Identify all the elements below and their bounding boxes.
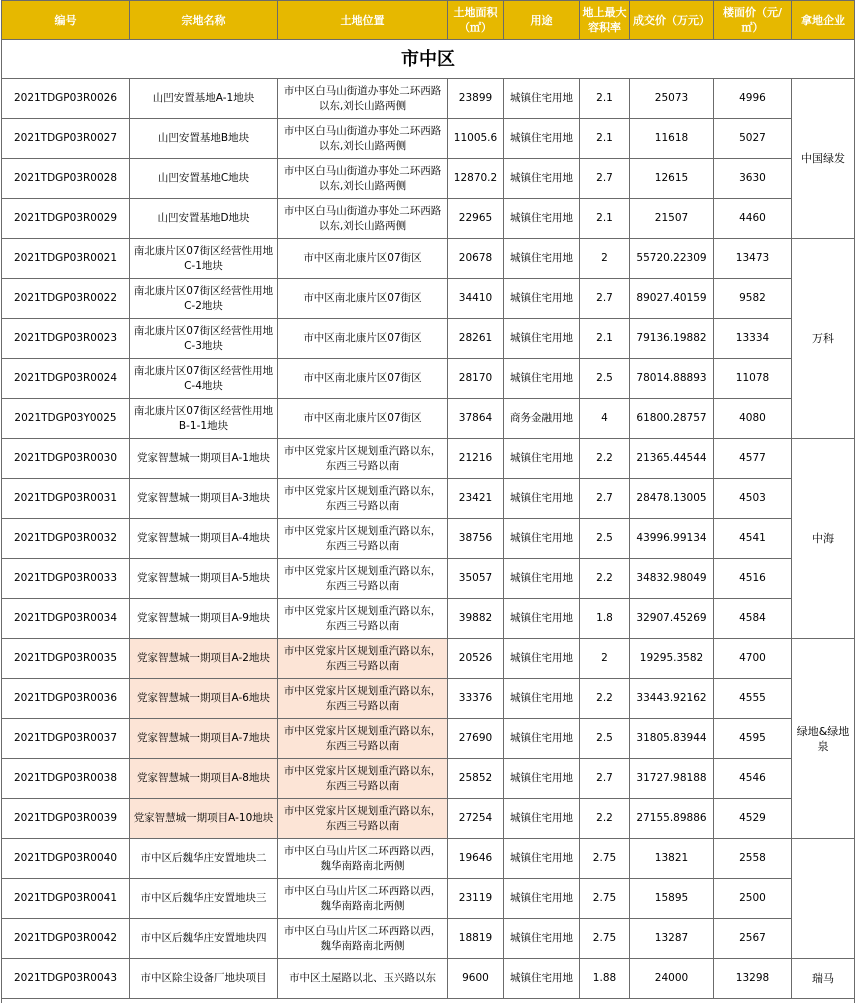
cell-floor-price: 4584 bbox=[714, 599, 792, 639]
cell-location: 市中区南北康片区07街区 bbox=[278, 239, 448, 279]
cell-location: 市中区白马山片区二环西路以西，魏华南路南北两侧 bbox=[278, 839, 448, 879]
cell-area: 28261 bbox=[448, 319, 504, 359]
cell-location: 市中区党家片区规划重汽路以东，东西三号路以南 bbox=[278, 559, 448, 599]
table-row bbox=[2, 319, 855, 359]
cell-id: 2021TDGP03R0042 bbox=[2, 919, 130, 959]
cell-location: 市中区党家片区规划重汽路以东，东西三号路以南 bbox=[278, 679, 448, 719]
cell-id: 2021TDGP03R0021 bbox=[2, 239, 130, 279]
cell-location: 市中区南北康片区07街区 bbox=[278, 319, 448, 359]
cell-area: 20678 bbox=[448, 239, 504, 279]
cell-use: 城镇住宅用地 bbox=[504, 799, 580, 839]
table-row bbox=[2, 919, 855, 959]
header-floor-price: 楼面价（元/㎡） bbox=[714, 1, 792, 40]
cell-area: 11005.6 bbox=[448, 119, 504, 159]
cell-floor-price: 4595 bbox=[714, 719, 792, 759]
table-row bbox=[2, 639, 855, 679]
cell-company: 万科 bbox=[792, 239, 855, 439]
cell-far: 2.7 bbox=[580, 279, 630, 319]
cell-name: 党家智慧城一期项目A-1地块 bbox=[130, 439, 278, 479]
cell-price: 33443.92162 bbox=[630, 679, 714, 719]
cell-floor-price: 2558 bbox=[714, 839, 792, 879]
table-row bbox=[2, 719, 855, 759]
cell-id: 2021TDGP03R0023 bbox=[2, 319, 130, 359]
cell-use: 城镇住宅用地 bbox=[504, 759, 580, 799]
cell-floor-price: 13473 bbox=[714, 239, 792, 279]
cell-name: 党家智慧城一期项目A-4地块 bbox=[130, 519, 278, 559]
cell-floor-price: 4700 bbox=[714, 639, 792, 679]
cell-id: 2021TDGP03R0024 bbox=[2, 359, 130, 399]
cell-area: 28170 bbox=[448, 359, 504, 399]
cell-use: 城镇住宅用地 bbox=[504, 239, 580, 279]
land-transaction-table bbox=[1, 0, 855, 1003]
header-price: 成交价（万元） bbox=[630, 1, 714, 40]
table-row bbox=[2, 879, 855, 919]
table-row bbox=[2, 239, 855, 279]
cell-id: 2021TDGP03R0032 bbox=[2, 519, 130, 559]
header-use: 用途 bbox=[504, 1, 580, 40]
cell-floor-price: 2567 bbox=[714, 919, 792, 959]
cell-far: 2.75 bbox=[580, 919, 630, 959]
table-row bbox=[2, 559, 855, 599]
cell-price: 15895 bbox=[630, 879, 714, 919]
cell-area: 39882 bbox=[448, 599, 504, 639]
cell-id: 2021TDGP03R0029 bbox=[2, 199, 130, 239]
cell-price: 13287 bbox=[630, 919, 714, 959]
cell-location: 市中区白马山片区二环西路以西，魏华南路南北两侧 bbox=[278, 919, 448, 959]
cell-price: 27155.89886 bbox=[630, 799, 714, 839]
cell-location: 市中区党家片区规划重汽路以东，东西三号路以南 bbox=[278, 759, 448, 799]
table-row bbox=[2, 959, 855, 999]
cell-far: 2.7 bbox=[580, 759, 630, 799]
cell-name: 山凹安置基地A-1地块 bbox=[130, 79, 278, 119]
cell-location: 市中区党家片区规划重汽路以东，东西三号路以南 bbox=[278, 599, 448, 639]
cell-use: 城镇住宅用地 bbox=[504, 439, 580, 479]
cell-price: 43996.99134 bbox=[630, 519, 714, 559]
cell-area: 18819 bbox=[448, 919, 504, 959]
cell-floor-price: 2500 bbox=[714, 879, 792, 919]
cell-id: 2021TDGP03R0030 bbox=[2, 439, 130, 479]
cell-company: 中海 bbox=[792, 439, 855, 639]
cell-use: 城镇住宅用地 bbox=[504, 319, 580, 359]
header-row bbox=[2, 1, 855, 40]
cell-price: 55720.22309 bbox=[630, 239, 714, 279]
cell-id: 2021TDGP03R0036 bbox=[2, 679, 130, 719]
cell-floor-price: 4541 bbox=[714, 519, 792, 559]
cell-price: 19295.3582 bbox=[630, 639, 714, 679]
cell-far: 2.1 bbox=[580, 199, 630, 239]
cell-area: 23899 bbox=[448, 79, 504, 119]
cell-use: 城镇住宅用地 bbox=[504, 919, 580, 959]
cell-price: 11618 bbox=[630, 119, 714, 159]
cell-location: 市中区党家片区规划重汽路以东，东西三号路以南 bbox=[278, 439, 448, 479]
cell-id: 2021TDGP03R0033 bbox=[2, 559, 130, 599]
cell-area: 37864 bbox=[448, 399, 504, 439]
cell-far: 2 bbox=[580, 639, 630, 679]
cell-name: 南北康片区07街区经营性用地B-1-1地块 bbox=[130, 399, 278, 439]
cell-area: 22965 bbox=[448, 199, 504, 239]
cell-location: 市中区白马山片区二环西路以西，魏华南路南北两侧 bbox=[278, 879, 448, 919]
cell-price: 21365.44544 bbox=[630, 439, 714, 479]
cell-name: 市中区后魏华庄安置地块三 bbox=[130, 879, 278, 919]
cell-price: 25073 bbox=[630, 79, 714, 119]
cell-id: 2021TDGP03R0035 bbox=[2, 639, 130, 679]
cell-location: 市中区南北康片区07街区 bbox=[278, 399, 448, 439]
cell-floor-price: 5027 bbox=[714, 119, 792, 159]
cell-floor-price: 4529 bbox=[714, 799, 792, 839]
table-row bbox=[2, 839, 855, 879]
table-row bbox=[2, 279, 855, 319]
table-row bbox=[2, 519, 855, 559]
cell-area: 34410 bbox=[448, 279, 504, 319]
cell-price: 12615 bbox=[630, 159, 714, 199]
cell-price: 78014.88893 bbox=[630, 359, 714, 399]
table-row bbox=[2, 79, 855, 119]
table-row bbox=[2, 159, 855, 199]
cell-area: 27254 bbox=[448, 799, 504, 839]
cell-company bbox=[792, 839, 855, 959]
cell-far: 2 bbox=[580, 239, 630, 279]
cell-id: 2021TDGP03R0034 bbox=[2, 599, 130, 639]
cell-company: 绿地&绿地泉 bbox=[792, 639, 855, 839]
cell-use: 城镇住宅用地 bbox=[504, 359, 580, 399]
cell-area: 38756 bbox=[448, 519, 504, 559]
cell-area: 35057 bbox=[448, 559, 504, 599]
header-id: 编号 bbox=[2, 1, 130, 40]
cell-location: 市中区白马山街道办事处二环西路以东,刘长山路两侧 bbox=[278, 199, 448, 239]
cell-far: 2.5 bbox=[580, 719, 630, 759]
table-row bbox=[2, 599, 855, 639]
cell-price: 24000 bbox=[630, 959, 714, 999]
cell-floor-price: 3630 bbox=[714, 159, 792, 199]
cell-far: 2.75 bbox=[580, 879, 630, 919]
cell-location: 市中区党家片区规划重汽路以东，东西三号路以南 bbox=[278, 719, 448, 759]
cell-use: 城镇住宅用地 bbox=[504, 959, 580, 999]
table-row bbox=[2, 359, 855, 399]
cell-price: 61800.28757 bbox=[630, 399, 714, 439]
table-row bbox=[2, 199, 855, 239]
cell-use: 城镇住宅用地 bbox=[504, 879, 580, 919]
cell-far: 2.75 bbox=[580, 839, 630, 879]
cell-name: 南北康片区07街区经营性用地C-1地块 bbox=[130, 239, 278, 279]
header-name: 宗地名称 bbox=[130, 1, 278, 40]
cell-use: 城镇住宅用地 bbox=[504, 279, 580, 319]
table-tail-cell bbox=[2, 999, 855, 1003]
cell-area: 23119 bbox=[448, 879, 504, 919]
table-row bbox=[2, 759, 855, 799]
cell-far: 1.88 bbox=[580, 959, 630, 999]
cell-name: 党家智慧城一期项目A-9地块 bbox=[130, 599, 278, 639]
cell-use: 商务金融用地 bbox=[504, 399, 580, 439]
cell-price: 28478.13005 bbox=[630, 479, 714, 519]
cell-price: 89027.40159 bbox=[630, 279, 714, 319]
cell-floor-price: 4555 bbox=[714, 679, 792, 719]
cell-use: 城镇住宅用地 bbox=[504, 519, 580, 559]
cell-far: 2.2 bbox=[580, 439, 630, 479]
cell-far: 2.7 bbox=[580, 479, 630, 519]
cell-use: 城镇住宅用地 bbox=[504, 639, 580, 679]
cell-floor-price: 4546 bbox=[714, 759, 792, 799]
header-location: 土地位置 bbox=[278, 1, 448, 40]
cell-far: 2.1 bbox=[580, 319, 630, 359]
table-row bbox=[2, 479, 855, 519]
cell-name: 市中区除尘设备厂地块项目 bbox=[130, 959, 278, 999]
cell-use: 城镇住宅用地 bbox=[504, 479, 580, 519]
cell-location: 市中区南北康片区07街区 bbox=[278, 359, 448, 399]
cell-id: 2021TDGP03Y0025 bbox=[2, 399, 130, 439]
cell-location: 市中区党家片区规划重汽路以东，东西三号路以南 bbox=[278, 479, 448, 519]
cell-far: 1.8 bbox=[580, 599, 630, 639]
cell-far: 2.5 bbox=[580, 519, 630, 559]
cell-location: 市中区党家片区规划重汽路以东，东西三号路以南 bbox=[278, 519, 448, 559]
cell-use: 城镇住宅用地 bbox=[504, 559, 580, 599]
cell-id: 2021TDGP03R0040 bbox=[2, 839, 130, 879]
cell-location: 市中区白马山街道办事处二环西路以东,刘长山路两侧 bbox=[278, 159, 448, 199]
cell-name: 南北康片区07街区经营性用地C-3地块 bbox=[130, 319, 278, 359]
cell-far: 2.5 bbox=[580, 359, 630, 399]
cell-price: 32907.45269 bbox=[630, 599, 714, 639]
cell-location: 市中区党家片区规划重汽路以东，东西三号路以南 bbox=[278, 799, 448, 839]
cell-price: 13821 bbox=[630, 839, 714, 879]
section-row bbox=[2, 40, 855, 79]
cell-area: 27690 bbox=[448, 719, 504, 759]
table-tail-row bbox=[2, 999, 855, 1003]
cell-name: 党家智慧城一期项目A-6地块 bbox=[130, 679, 278, 719]
cell-far: 2.1 bbox=[580, 79, 630, 119]
cell-use: 城镇住宅用地 bbox=[504, 679, 580, 719]
cell-location: 市中区白马山街道办事处二环西路以东,刘长山路两侧 bbox=[278, 119, 448, 159]
header-company: 拿地企业 bbox=[792, 1, 855, 40]
cell-id: 2021TDGP03R0027 bbox=[2, 119, 130, 159]
cell-area: 20526 bbox=[448, 639, 504, 679]
cell-id: 2021TDGP03R0031 bbox=[2, 479, 130, 519]
cell-id: 2021TDGP03R0038 bbox=[2, 759, 130, 799]
cell-far: 2.1 bbox=[580, 119, 630, 159]
cell-location: 市中区南北康片区07街区 bbox=[278, 279, 448, 319]
cell-price: 31727.98188 bbox=[630, 759, 714, 799]
section-title: 市中区 bbox=[2, 40, 855, 79]
cell-name: 党家智慧城一期项目A-7地块 bbox=[130, 719, 278, 759]
cell-floor-price: 13334 bbox=[714, 319, 792, 359]
cell-far: 2.7 bbox=[580, 159, 630, 199]
cell-name: 市中区后魏华庄安置地块四 bbox=[130, 919, 278, 959]
cell-use: 城镇住宅用地 bbox=[504, 119, 580, 159]
cell-area: 12870.2 bbox=[448, 159, 504, 199]
cell-id: 2021TDGP03R0041 bbox=[2, 879, 130, 919]
cell-far: 2.2 bbox=[580, 799, 630, 839]
cell-area: 23421 bbox=[448, 479, 504, 519]
cell-floor-price: 13298 bbox=[714, 959, 792, 999]
cell-id: 2021TDGP03R0039 bbox=[2, 799, 130, 839]
cell-id: 2021TDGP03R0037 bbox=[2, 719, 130, 759]
cell-name: 党家智慧城一期项目A-2地块 bbox=[130, 639, 278, 679]
cell-name: 山凹安置基地B地块 bbox=[130, 119, 278, 159]
cell-floor-price: 4577 bbox=[714, 439, 792, 479]
cell-name: 南北康片区07街区经营性用地C-2地块 bbox=[130, 279, 278, 319]
cell-area: 19646 bbox=[448, 839, 504, 879]
cell-price: 31805.83944 bbox=[630, 719, 714, 759]
cell-area: 9600 bbox=[448, 959, 504, 999]
cell-far: 2.2 bbox=[580, 559, 630, 599]
cell-name: 山凹安置基地D地块 bbox=[130, 199, 278, 239]
cell-name: 党家智慧城一期项目A-10地块 bbox=[130, 799, 278, 839]
cell-id: 2021TDGP03R0043 bbox=[2, 959, 130, 999]
cell-price: 21507 bbox=[630, 199, 714, 239]
cell-far: 4 bbox=[580, 399, 630, 439]
cell-area: 33376 bbox=[448, 679, 504, 719]
cell-company: 瑞马 bbox=[792, 959, 855, 999]
cell-id: 2021TDGP03R0028 bbox=[2, 159, 130, 199]
cell-area: 25852 bbox=[448, 759, 504, 799]
cell-id: 2021TDGP03R0026 bbox=[2, 79, 130, 119]
cell-floor-price: 4516 bbox=[714, 559, 792, 599]
cell-floor-price: 4080 bbox=[714, 399, 792, 439]
cell-id: 2021TDGP03R0022 bbox=[2, 279, 130, 319]
cell-location: 市中区白马山街道办事处二环西路以东,刘长山路两侧 bbox=[278, 79, 448, 119]
cell-far: 2.2 bbox=[580, 679, 630, 719]
cell-floor-price: 4996 bbox=[714, 79, 792, 119]
table-row bbox=[2, 399, 855, 439]
cell-use: 城镇住宅用地 bbox=[504, 599, 580, 639]
cell-use: 城镇住宅用地 bbox=[504, 79, 580, 119]
cell-price: 34832.98049 bbox=[630, 559, 714, 599]
cell-name: 山凹安置基地C地块 bbox=[130, 159, 278, 199]
cell-location: 市中区党家片区规划重汽路以东，东西三号路以南 bbox=[278, 639, 448, 679]
table-row bbox=[2, 679, 855, 719]
cell-name: 党家智慧城一期项目A-3地块 bbox=[130, 479, 278, 519]
header-area: 土地面积（㎡） bbox=[448, 1, 504, 40]
cell-floor-price: 11078 bbox=[714, 359, 792, 399]
table-row bbox=[2, 439, 855, 479]
cell-price: 79136.19882 bbox=[630, 319, 714, 359]
table-row bbox=[2, 799, 855, 839]
cell-floor-price: 4503 bbox=[714, 479, 792, 519]
cell-name: 党家智慧城一期项目A-8地块 bbox=[130, 759, 278, 799]
cell-area: 21216 bbox=[448, 439, 504, 479]
cell-location: 市中区土屋路以北、玉兴路以东 bbox=[278, 959, 448, 999]
cell-name: 南北康片区07街区经营性用地C-4地块 bbox=[130, 359, 278, 399]
header-far: 地上最大容积率 bbox=[580, 1, 630, 40]
cell-name: 党家智慧城一期项目A-5地块 bbox=[130, 559, 278, 599]
cell-name: 市中区后魏华庄安置地块二 bbox=[130, 839, 278, 879]
cell-use: 城镇住宅用地 bbox=[504, 159, 580, 199]
cell-use: 城镇住宅用地 bbox=[504, 719, 580, 759]
cell-company: 中国绿发 bbox=[792, 79, 855, 239]
table-row bbox=[2, 119, 855, 159]
cell-use: 城镇住宅用地 bbox=[504, 839, 580, 879]
cell-floor-price: 9582 bbox=[714, 279, 792, 319]
cell-use: 城镇住宅用地 bbox=[504, 199, 580, 239]
cell-floor-price: 4460 bbox=[714, 199, 792, 239]
